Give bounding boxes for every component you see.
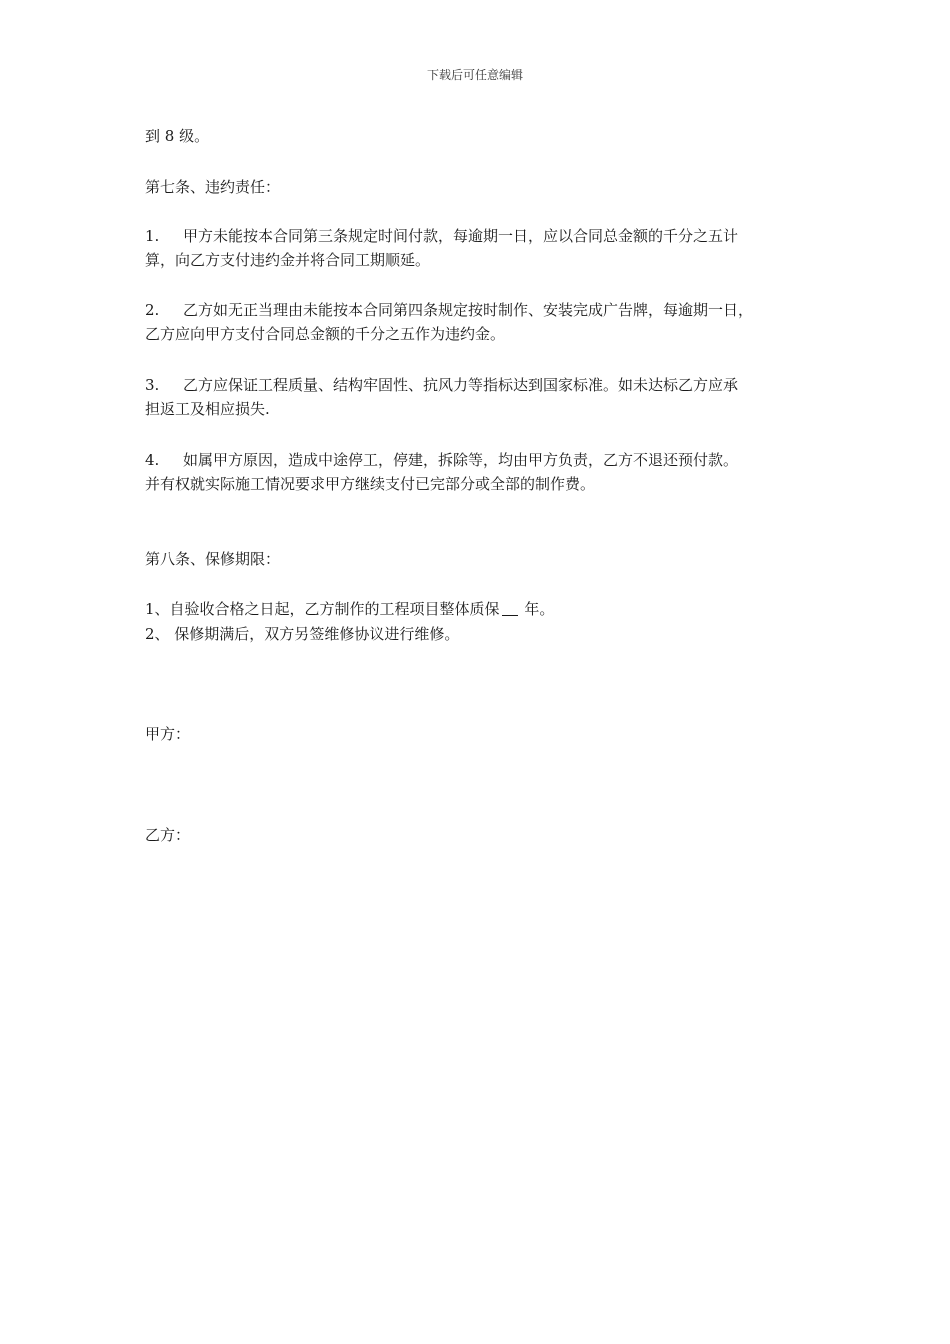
item-text-cont: 担返工及相应损失.: [145, 400, 270, 418]
item-text-cont: 乙方应向甲方支付合同总金额的千分之五作为违约金。: [145, 325, 506, 343]
article8-item-2: 2、 保修期满后，双方另签维修协议进行维修。: [145, 625, 460, 643]
header-note: 下载后可任意编辑: [426, 68, 523, 82]
item-text: 1、自验收合格之日起，乙方制作的工程项目整体质保: [145, 600, 500, 618]
item-text: 如属甲方原因，造成中途停工，停建，拆除等，均由甲方负责，乙方不退还预付款。: [183, 451, 739, 469]
party-a-signature: 甲方：: [145, 725, 191, 743]
item-text: 乙方应保证工程质量、结构牢固性、抗风力等指标达到国家标准。如未达标乙方应承: [183, 376, 739, 394]
item-text-cont: 算，向乙方支付违约金并将合同工期顺延。: [145, 251, 431, 269]
article7-title: 第七条、违约责任：: [145, 178, 281, 196]
fill-in-blank: [502, 601, 518, 616]
grade-line: 到 8 级。: [145, 127, 210, 145]
article7-item-3: [145, 373, 820, 421]
item-number: 3.: [145, 376, 160, 394]
item-number: 1.: [145, 227, 160, 245]
party-b-signature: 乙方：: [145, 826, 191, 844]
article7-item-4: [145, 448, 820, 496]
article8-item-1: [145, 597, 554, 621]
article8-title: 第八条、保修期限：: [145, 550, 281, 568]
item-text-end: 年。: [524, 600, 555, 618]
article7-item-1: [145, 224, 820, 272]
item-text-cont: 并有权就实际施工情况要求甲方继续支付已完部分或全部的制作费。: [145, 475, 596, 493]
item-text: 甲方未能按本合同第三条规定时间付款，每逾期一日，应以合同总金额的千分之五计: [183, 227, 739, 245]
article7-item-2: [145, 298, 820, 346]
item-number: 2.: [145, 301, 160, 319]
item-number: 4.: [145, 451, 160, 469]
item-text: 乙方如无正当理由未能按本合同第四条规定按时制作、安装完成广告牌，每逾期一日，: [183, 301, 754, 319]
